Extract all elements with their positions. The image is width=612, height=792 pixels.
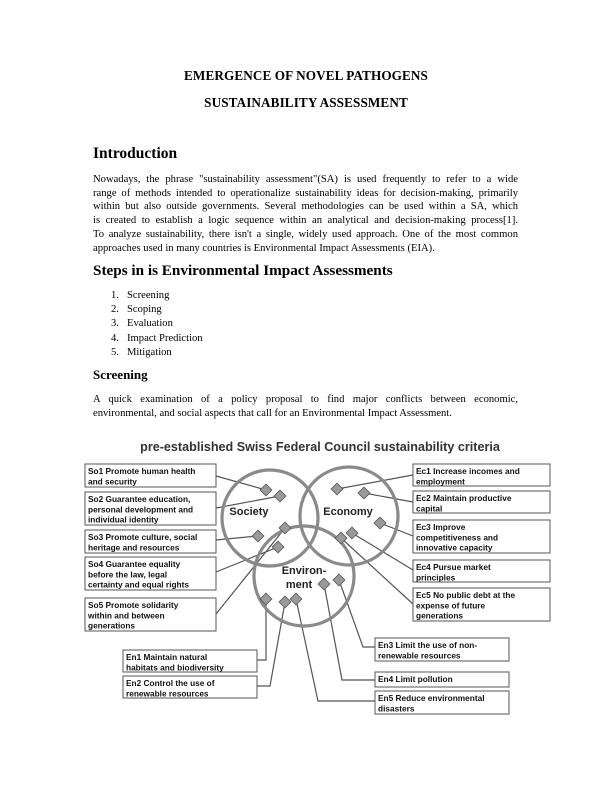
economy-criterion-box [413,560,550,582]
society-criterion-box [85,530,216,553]
economy-criterion-box [413,588,550,621]
list-number: 3. [111,318,119,330]
box-text: En2 Control the use of [126,678,215,688]
sustainability-criteria-figure [80,432,560,724]
box-text: Ec1 Increase incomes and [416,466,520,476]
box-text: En3 Limit the use of non- [378,640,478,650]
list-label: Mitigation [127,346,172,358]
list-item [111,317,203,331]
box-text: within and between [88,610,165,621]
steps-heading: Steps in is Environmental Impact Assessments [93,262,393,279]
venn-circles [222,467,398,626]
society-criterion-box [85,557,216,590]
box-text: So5 Promote solidarity [88,600,179,610]
box-text: Ec5 No public debt at the [416,590,516,600]
box-text: principles [416,572,456,583]
box-text: En4 Limit pollution [378,674,453,684]
connector-line [339,580,375,647]
diamond-marker [318,578,330,590]
box-text: generations [88,620,136,631]
paragraph-line: environmental, and social aspects that call for an Environmental Impact Assessment. [93,407,452,419]
list-label: Impact Prediction [127,332,203,344]
economy-criterion-box [413,464,550,486]
box-text: before the law, legal [88,569,167,580]
connector-line [337,475,413,489]
box-text: En1 Maintain natural [126,652,208,662]
environment-criterion-box [375,691,509,714]
list-number: 1. [111,290,119,301]
steps-list [111,289,203,360]
society-criterion-box [85,464,216,487]
box-text: individual identity [88,514,159,525]
box-text: Ec3 Improve [416,522,466,532]
paragraph-line: approaches used in many countries is Environmental Impact Assessments (EIA). [93,242,435,254]
box-text: expense of future [416,600,486,611]
box-text: habitats and biodiversity [126,662,224,673]
box-text: So4 Guarantee equality [88,559,181,569]
diamond-marker [260,484,272,496]
economy-criterion-box [413,520,550,553]
box-text: renewable resources [126,688,209,699]
environment-criterion-box [375,638,509,661]
environment-criterion-box [123,676,257,698]
box-text: employment [416,476,465,487]
figure-title: pre-established Swiss Federal Council sustainability criteria [140,440,500,454]
box-text: disasters [378,703,415,714]
box-text: Ec4 Pursue market [416,562,491,572]
paragraph-line: A quick examination of a policy proposal to find major conflicts between economic, [93,394,518,405]
box-text: So3 Promote culture, social [88,532,198,542]
document-subtitle: SUSTAINABILITY ASSESSMENT [204,95,408,110]
box-text: heritage and resources [88,542,180,553]
list-item [111,346,203,360]
paragraph-line: within but also outside governments. Several methodologies can be used within a SA, which [93,201,518,213]
environment-criterion-box [375,672,509,687]
box-text: competitiveness and [416,532,499,543]
list-number: 5. [111,346,119,358]
environment-label: Environ- [281,565,327,577]
criterion-markers [252,483,386,608]
economy-criterion-box [413,491,550,513]
diamond-marker [274,490,286,502]
list-label: Screening [127,290,170,301]
paragraph-line: To analyze sustainability, there isn't a single, widely used approach. One of the most common [93,228,518,240]
society-label: Society [229,506,269,518]
box-text: certainty and equal rights [88,579,189,590]
list-item [111,332,203,346]
box-text: generations [416,610,464,621]
introduction-heading: Introduction [93,145,178,162]
environment-label: ment [285,579,313,591]
criteria-diagram [80,432,560,724]
list-label: Scoping [127,304,162,316]
society-criterion-box [85,598,216,631]
criteria-boxes [85,464,550,714]
box-text: Ec2 Maintain productive [416,493,512,503]
diamond-marker [252,530,264,542]
connector-line [364,493,413,502]
box-text: and security [88,476,137,487]
box-text: So1 Promote human health [88,466,196,476]
box-text: So2 Guarantee education, [88,494,191,504]
diamond-marker [346,527,358,539]
box-text: renewable resources [378,650,461,661]
diamond-marker [279,596,291,608]
box-text: innovative capacity [416,542,493,553]
diamond-marker [290,593,302,605]
connector-line [216,536,258,540]
paragraph-line: Nowadays, the phrase "sustainability assessment"(SA) is used frequently to refer to a wide [93,174,518,185]
paragraph-line: is created to establish a logic sequence within an analytical and decision-making process[1]. [93,215,518,227]
society-circle [222,470,318,566]
paragraph-line: range of methods intended to operationalize sustainability ideas for decision-making, primarily [93,187,518,199]
screening-heading: Screening [93,367,148,382]
list-number: 2. [111,304,119,316]
document-title: EMERGENCE OF NOVEL PATHOGENS [184,68,428,83]
introduction-paragraph [93,173,518,255]
box-text: En5 Reduce environmental [378,693,485,703]
society-criterion-box [85,492,216,525]
box-text: capital [416,503,443,514]
environment-criterion-box [123,650,257,672]
diamond-marker [333,574,345,586]
list-item [111,303,203,317]
list-item [111,289,203,303]
list-label: Evaluation [127,318,173,330]
economy-label: Economy [323,506,373,518]
list-number: 4. [111,332,119,344]
diamond-marker [331,483,343,495]
diamond-marker [374,517,386,529]
screening-paragraph [93,393,518,420]
box-text: personal development and [88,504,194,515]
diamond-marker [358,487,370,499]
